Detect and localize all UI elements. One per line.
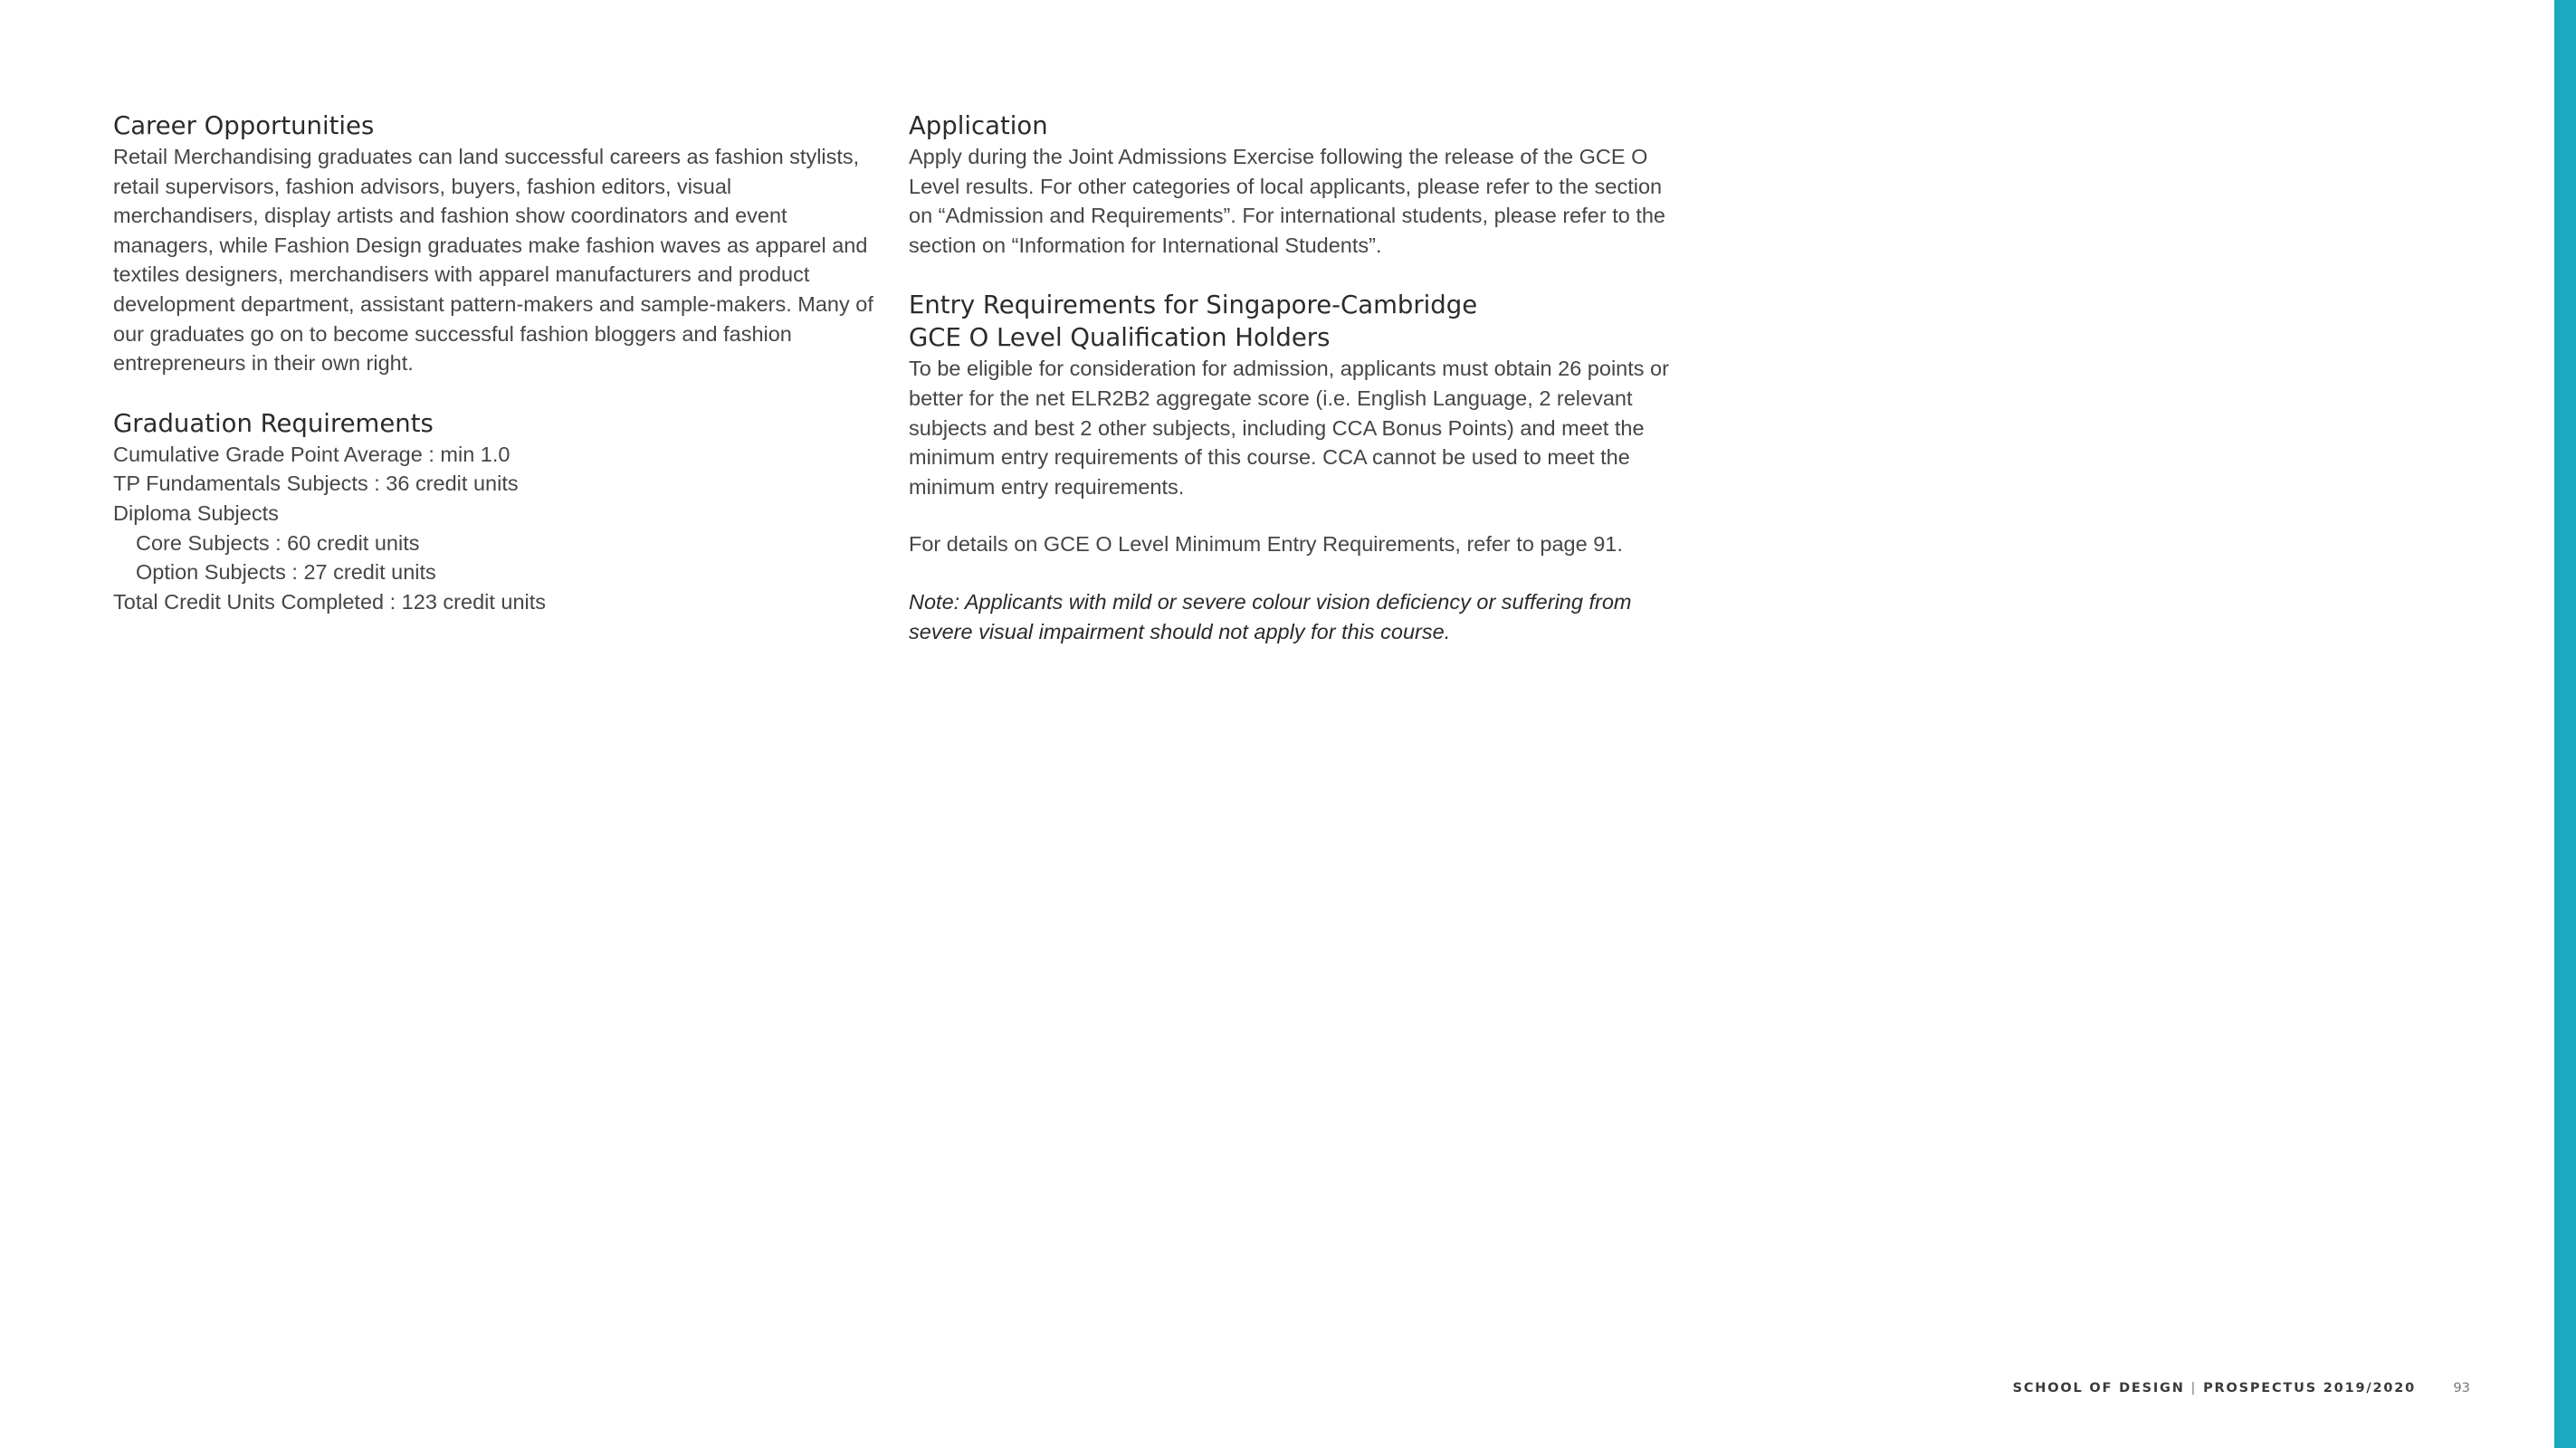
graduation-requirements-heading: Graduation Requirements	[113, 408, 434, 438]
entry-requirements-heading	[909, 289, 1678, 354]
spacer	[909, 559, 1678, 587]
accent-bar	[2554, 0, 2576, 1448]
entry-requirements-body: To be eligible for consideration for admission, applicants must obtain 26 points or better for the net ELR2B2 aggregate score (i.e. English Language, 2 relevant subjects and best 2 other subjects, including CCA Bonus Points) and meet the minimum entry requirements of this course. CCA cannot be used to meet the minimum entry requirements.	[909, 357, 1669, 499]
graduation-line-diploma-subjects: Diploma Subjects	[113, 500, 279, 525]
spacer	[113, 378, 878, 407]
application-heading: Application	[909, 111, 1048, 140]
career-opportunities-body: Retail Merchandising graduates can land successful careers as fashion stylists, retail supervisors, fashion advisors, buyers, fashion editors, visual merchandisers, display artists and fashion show coordinators and event managers, while Fashion Design graduates make fashion waves as apparel and textiles designers, merchandisers with apparel manufacturers and product development department, assistant pattern-makers and sample-makers. Many of our graduates go on to become successful fashion bloggers and fashion entrepreneurs in their own right.	[113, 145, 873, 376]
entry-requirements-section	[909, 289, 1678, 646]
footer-prospectus: PROSPECTUS 2019/2020	[2203, 1381, 2416, 1396]
spacer	[909, 260, 1678, 289]
page-number: 93	[2453, 1381, 2470, 1396]
right-column	[909, 110, 1678, 646]
left-column	[113, 110, 878, 616]
footer-running-title	[2013, 1381, 2416, 1396]
footer-separator: |	[2190, 1381, 2198, 1396]
graduation-line-option-subjects: Option Subjects : 27 credit units	[136, 560, 436, 585]
graduation-line-core-subjects: Core Subjects : 60 credit units	[136, 530, 420, 555]
career-opportunities-section	[113, 110, 878, 378]
graduation-requirements-section	[113, 407, 878, 617]
application-body: Apply during the Joint Admissions Exercise following the release of the GCE O Level results. For other categories of local applicants, please refer to the section on “Admission and Requirements”. For international students, please refer to the section on “Information for International Students”.	[909, 145, 1665, 257]
career-opportunities-heading: Career Opportunities	[113, 111, 375, 140]
footer-school: SCHOOL OF DESIGN	[2012, 1381, 2185, 1396]
graduation-line-cgpa: Cumulative Grade Point Average : min 1.0	[113, 442, 510, 466]
graduation-line-tp-fundamentals: TP Fundamentals Subjects : 36 credit units	[113, 472, 519, 496]
application-section	[909, 110, 1678, 260]
entry-heading-line-1: Entry Requirements for Singapore-Cambridge	[909, 291, 1478, 320]
entry-requirements-details: For details on GCE O Level Minimum Entry Requirements, refer to page 91.	[909, 532, 1623, 557]
entry-requirements-note: Note: Applicants with mild or severe colour vision deficiency or suffering from severe visual impairment should not apply for this course.	[909, 589, 1632, 643]
spacer	[909, 501, 1678, 529]
graduation-line-total-credits: Total Credit Units Completed : 123 credit units	[113, 589, 547, 614]
entry-heading-line-2: GCE O Level Qualification Holders	[909, 323, 1331, 353]
